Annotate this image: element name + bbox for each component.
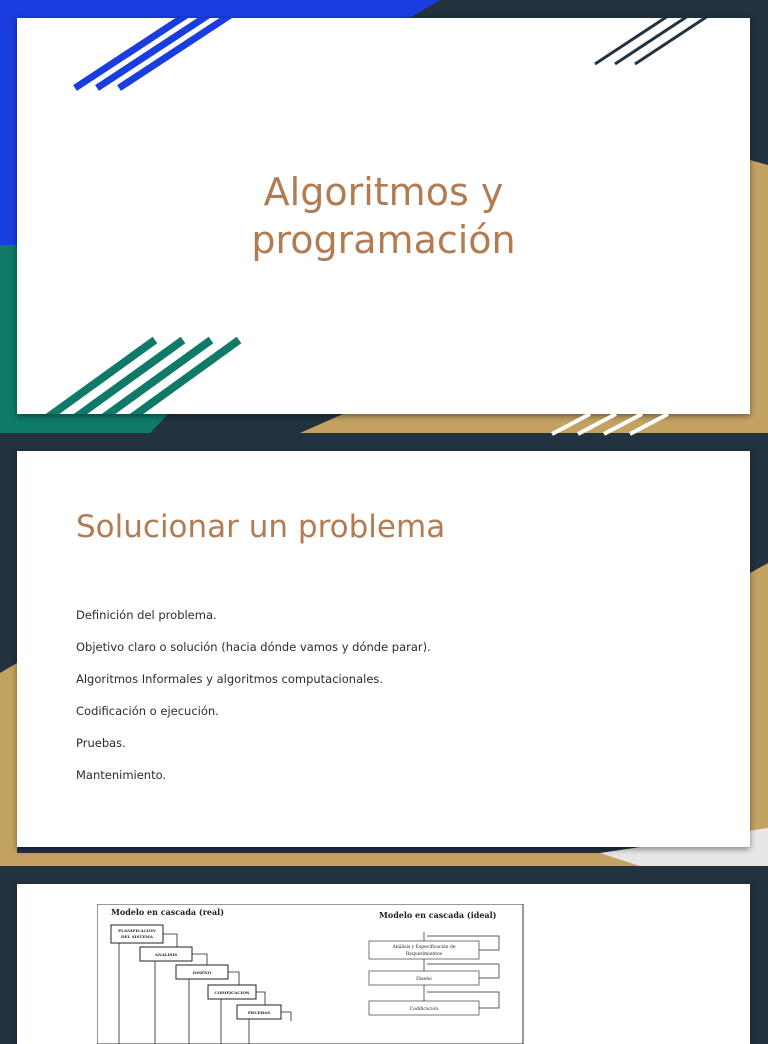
svg-text:Requerimientos: Requerimientos — [405, 952, 443, 957]
title-line-2: programación — [251, 218, 516, 262]
step-pruebas: PRUEBAS — [247, 1010, 271, 1015]
bullet-list — [76, 607, 431, 799]
waterfall-slide[interactable] — [17, 884, 750, 1044]
list-item: Pruebas. — [76, 736, 126, 750]
slide-heading: Solucionar un problema — [76, 509, 446, 545]
ideal-step-codificacion: Codificación — [409, 1007, 439, 1012]
list-item: Objetivo claro o solución (hacia dónde vamos y dónde parar). — [76, 640, 431, 654]
presentation-title — [17, 168, 750, 264]
list-item: Algoritmos Informales y algoritmos computacionales. — [76, 672, 384, 686]
svg-text:Análisis y Especificación de: Análisis y Especificación de — [392, 945, 456, 950]
step-diseno: DISEÑO — [192, 970, 212, 975]
ideal-model-title: Modelo en cascada (ideal) — [379, 910, 497, 920]
waterfall-diagram — [97, 904, 527, 1044]
list-item: Mantenimiento. — [76, 768, 167, 782]
decorative-stripes-gold — [0, 410, 768, 440]
real-model-title: Modelo en cascada (real) — [111, 907, 224, 917]
ideal-step-diseno: Diseño — [416, 977, 432, 982]
problem-slide[interactable] — [17, 451, 750, 847]
title-slide[interactable] — [17, 18, 750, 414]
title-line-1: Algoritmos y — [263, 170, 504, 214]
list-item: Codificación o ejecución. — [76, 704, 219, 718]
svg-text:DEL SISTEMA: DEL SISTEMA — [121, 934, 153, 939]
svg-text:PLANIFICACION: PLANIFICACION — [118, 928, 156, 933]
step-codificacion: CODIFICACION — [214, 990, 250, 995]
list-item: Definición del problema. — [76, 608, 217, 622]
step-analisis: ANALISIS — [154, 952, 178, 957]
